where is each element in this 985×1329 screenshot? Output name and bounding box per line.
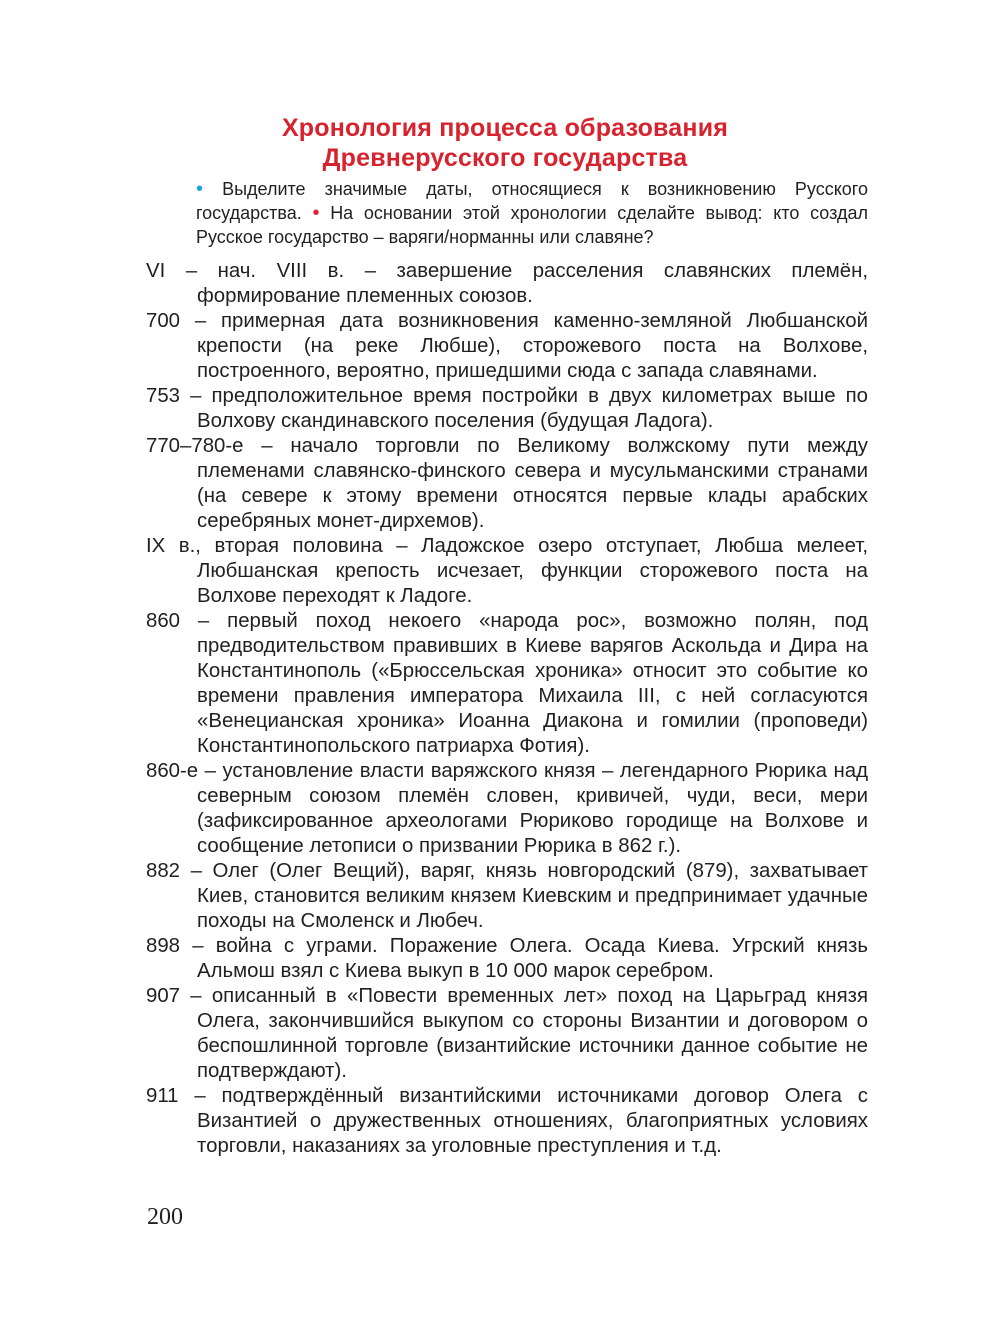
entry-text: – начало торговли по Великому волжскому пути между племенами славянско-финского севера и мусульманскими странами (на севере к этому времени относятся первые клады арабских серебряных монет-дирхемов). bbox=[197, 435, 868, 532]
task-bullet-2: На основании этой хронологии сделайте вывод: кто создал Русское государство – варяги/норманны или славяне? bbox=[196, 203, 868, 247]
entry-date: 911 bbox=[146, 1085, 179, 1107]
entry-date: 860 bbox=[146, 610, 181, 632]
timeline-entry bbox=[146, 384, 868, 434]
entry-date: 860-е bbox=[146, 760, 199, 782]
entry-text: – предположительное время постройки в двух километрах выше по Волхову скандинавского поселения (будущая Ладога). bbox=[190, 385, 868, 432]
title-line-2: Древнерусского государства bbox=[322, 144, 688, 172]
timeline-entry bbox=[146, 1084, 868, 1159]
entry-text: – завершение расселения славянских племён, формирование племенных союзов. bbox=[197, 260, 868, 307]
entry-date: 907 bbox=[146, 985, 181, 1007]
entry-text: – подтверждённый византийскими источниками договор Олега с Византией о дружественных отношениях, благоприятных условиях торговли, наказаниях за уголовные преступления и т.д. bbox=[194, 1085, 868, 1157]
entry-text: – установление власти варяжского князя – легендарного Рюрика над северным союзом племён словен, кривичей, чуди, веси, мери (зафиксированное археологами Рюриково городище на Волхове и сообщение летописи о призвании Рюрика в 862 г.). bbox=[197, 760, 868, 857]
timeline-entry bbox=[146, 984, 868, 1084]
entry-text: – первый поход некоего «народа рос», возможно полян, под предводительством правивших в Киеве варягов Аскольда и Дира на Константинополь («Брюссельская хроника» относит это событие ко времени правления императора Михаила III, с ней согласуются «Венецианская хроника» Иоанна Диакона и гомилии (проповеди) Константинопольского патриарха Фотия). bbox=[197, 610, 868, 757]
entry-date: IX в., вторая половина bbox=[146, 535, 383, 557]
title-line-1: Хронология процесса образования bbox=[281, 114, 729, 142]
entry-date: 882 bbox=[146, 860, 181, 882]
timeline-entry bbox=[146, 859, 868, 934]
entry-text: – примерная дата возникновения каменно-земляной Любшанской крепости (на реке Любше), сторожевого поста на Волхове, построенного, вероятно, пришедшими сюда с запада славянами. bbox=[194, 310, 868, 382]
task-instructions bbox=[196, 177, 868, 249]
entry-text: – описанный в «Повести временных лет» поход на Царьград князя Олега, закончившийся выкупом со стороны Византии и договором о беспошлинной торговле (византийские источники данное событие не подтверждают). bbox=[190, 985, 868, 1082]
entry-date: 770–780-е bbox=[146, 435, 244, 457]
blue-dot-icon: • bbox=[196, 178, 204, 200]
page-title bbox=[140, 113, 870, 173]
entry-date: VI – нач. VIII в. bbox=[146, 260, 345, 282]
entry-text: – Ладожское озеро отступает, Любша мелеет, Любшанская крепость исчезает, функции сторожевого поста на Волхове переходят к Ладоге. bbox=[197, 535, 868, 607]
timeline-entry bbox=[146, 934, 868, 984]
page-number: 200 bbox=[147, 1204, 183, 1230]
timeline-entry bbox=[146, 534, 868, 609]
chronology-list bbox=[146, 259, 868, 1159]
timeline-entry bbox=[146, 309, 868, 384]
timeline-entry bbox=[146, 259, 868, 309]
task-bullet-1: Выделите значимые даты, относящиеся к возникновению Русского государства. bbox=[196, 179, 868, 223]
red-dot-icon: • bbox=[312, 202, 320, 224]
entry-text: – война с уграми. Поражение Олега. Осада Киева. Угрский князь Альмош взял с Киева выкуп в 10 000 марок серебром. bbox=[192, 935, 868, 982]
timeline-entry bbox=[146, 434, 868, 534]
timeline-entry bbox=[146, 609, 868, 759]
entry-date: 700 bbox=[146, 310, 181, 332]
entry-date: 753 bbox=[146, 385, 181, 407]
entry-text: – Олег (Олег Вещий), варяг, князь новгородский (879), захватывает Киев, становится великим князем Киевским и предпринимает удачные походы на Смоленск и Любеч. bbox=[190, 860, 868, 932]
timeline-entry bbox=[146, 759, 868, 859]
entry-date: 898 bbox=[146, 935, 181, 957]
